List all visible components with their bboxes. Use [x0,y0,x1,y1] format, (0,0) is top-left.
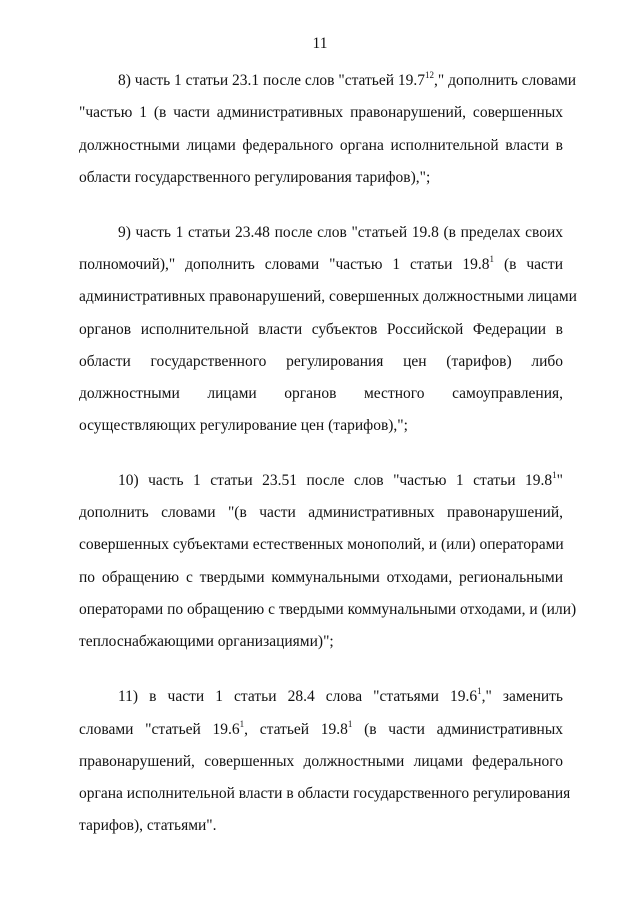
text-segment: области государственного регулирования тарифов),"; [79,169,431,186]
text-segment: 10) часть 1 статьи 23.51 после слов "частью 1 статьи 19.8 [118,472,553,489]
text-line [79,503,563,523]
text-line [79,384,563,404]
text-segment: теплоснабжающими организациями)"; [79,633,334,650]
text-segment: совершенных субъектами естественных монополий, и (или) операторами [79,536,564,553]
text-line [79,168,563,188]
text-segment: дополнить словами "(в части административных правонарушений, [79,504,563,521]
superscript: 1 [489,253,495,264]
text-segment: 8) часть 1 статьи 23.1 после слов "статьей 19.7 [118,72,426,89]
text-line [79,784,571,804]
text-line [79,535,563,555]
text-segment: (в части [494,256,563,273]
text-line [118,687,563,707]
text-line [118,223,563,243]
text-line [79,600,577,620]
text-segment: 11) в части 1 статьи 28.4 слова "статьями 19.6 [118,688,478,705]
text-segment: (в части административных [352,721,563,738]
text-line [79,320,563,340]
text-segment: органов исполнительной власти субъектов Российской Федерации в [79,321,563,338]
text-segment: ," заменить [481,688,564,705]
superscript: 1 [477,685,482,696]
text-segment: тарифов), статьями". [79,817,217,834]
superscript: 1 [239,718,245,729]
superscript: 1 [552,469,557,480]
text-segment: , статьей 19.8 [244,721,348,738]
text-line [79,568,563,588]
text-segment: по обращению с твердыми коммунальными отходами, региональными [79,569,563,586]
text-line [118,69,577,91]
text-segment: " [556,472,563,489]
text-line [79,416,563,436]
text-segment: полномочий)," дополнить словами "частью 1 статьи 19.8 [79,256,490,273]
text-line [79,136,563,156]
text-segment: осуществляющих регулирование цен (тарифов),"; [79,417,408,434]
text-segment: 9) часть 1 статьи 23.48 после слов "статьей 19.8 (в пределах своих [118,224,563,241]
text-segment: области государственного регулирования цен (тарифов) либо [79,353,563,370]
text-line [79,103,563,123]
superscript: 1 [347,718,353,729]
text-line [79,720,563,740]
text-segment: должностными лицами федерального органа исполнительной власти в [79,137,563,154]
text-segment: ," дополнить словами [434,72,577,89]
text-line [79,752,563,772]
text-segment: должностными лицами органов местного самоуправления, [79,385,563,402]
text-line [79,352,563,372]
text-line [118,471,563,491]
page-number: 11 [312,35,328,52]
text-segment: административных правонарушений, совершенных должностными лицами [79,288,577,305]
text-segment: правонарушений, совершенных должностными лицами федерального [79,753,563,770]
text-segment: операторами по обращению с твердыми коммунальными отходами, и (или) [79,601,577,618]
text-segment: органа исполнительной власти в области государственного регулирования [79,785,571,802]
superscript: 12 [425,69,435,80]
text-segment: "частью 1 (в части административных правонарушений, совершенных [79,104,563,121]
text-line [79,816,563,836]
text-line [79,255,563,275]
text-segment: словами "статьей 19.6 [79,721,240,738]
text-line [79,287,577,307]
text-line [79,632,563,652]
